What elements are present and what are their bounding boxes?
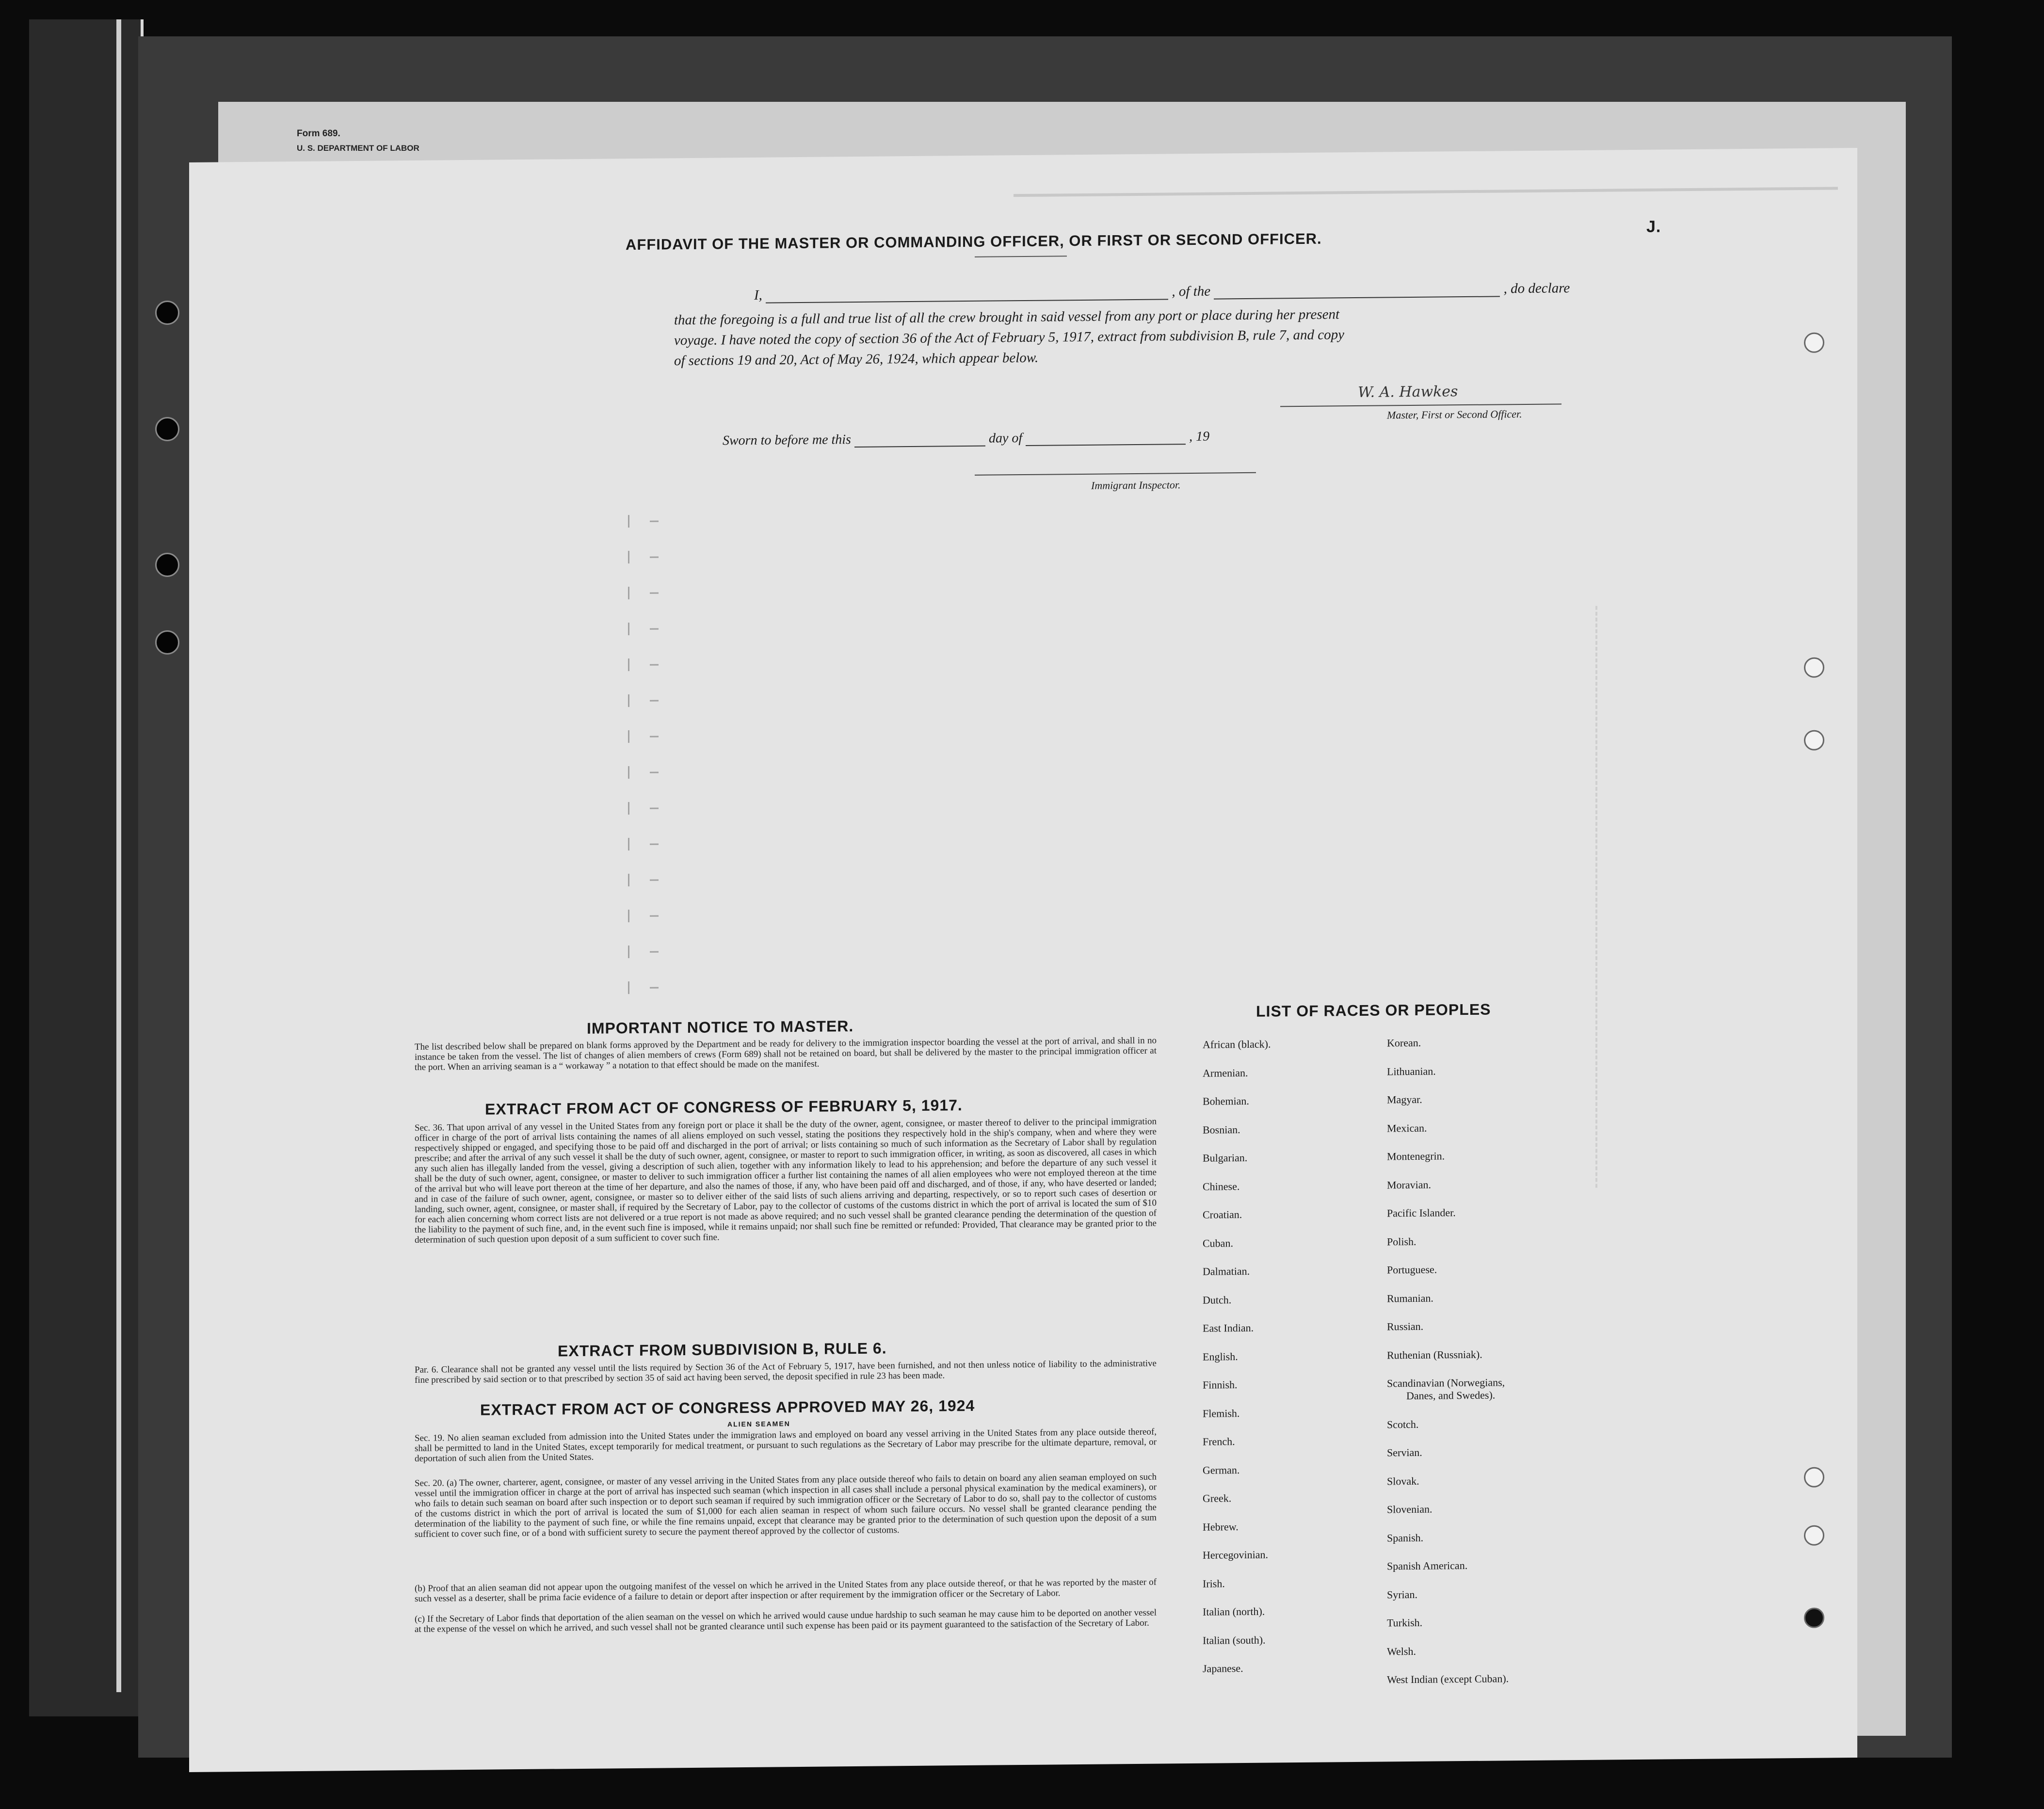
ring-hole-icon [1804,333,1824,353]
race-item: Finnish. [1203,1378,1238,1391]
bleed-dash [650,808,659,809]
race-item: Bosnian. [1203,1123,1240,1136]
notice-body: The list described below shall be prepared on blank forms approved by the Department and be ready for delivery to the immigration inspector boarding the vessel at the port of arrival, and shall in no instance be taken from the vessel. The list of changes of alien members of crews (Form 689) shall not be retained on board, but shall be delivered by the master to the principal immigration officer at the port. When an arriving seaman is a “ workaway ” a notation to that effect should be made on the manifest. [415,1035,1157,1073]
bleed-tick [628,658,629,671]
bleed-tick [628,981,629,994]
race-item: Syrian. [1387,1588,1417,1601]
bleed-through-band [1014,187,1838,226]
race-item: Lithuanian. [1387,1065,1436,1077]
bleed-tick [628,766,629,779]
binder-edge [29,19,144,1716]
race-item: French. [1203,1435,1235,1448]
affidavit-line-4: of sections 19 and 20, Act of May 26, 1924, which appear below. [674,350,1039,369]
bleed-dash [650,521,659,522]
race-item: Greek. [1203,1492,1232,1505]
binder-line [116,19,121,1692]
rule6-body: Par. 6. Clearance shall not be granted any vessel until the lists required by Section 36 of the Act of February 5, 1917, have been furnished, and not then unless notice of liability to the administrative fine prescribed by said section or to that prescribed by section 35 of said act having been served, the deposit specified in rule 23 has been made. [415,1358,1157,1385]
race-item: Rumanian. [1387,1292,1433,1304]
bleed-dash [650,664,659,666]
extract-1924-title: EXTRACT FROM ACT OF CONGRESS APPROVED MAY 26, 1924 [480,1396,975,1419]
bleed-tick [628,694,629,707]
bleed-dash [650,592,659,594]
affidavit-line-2: that the foregoing is a full and true list of all the crew brought in said vessel from any port or place during her present [674,306,1340,328]
bleed-tick [628,551,629,563]
race-item: Hebrew. [1203,1520,1239,1533]
race-item: Magyar. [1387,1093,1422,1106]
race-item: Italian (north). [1203,1605,1265,1618]
race-item: Montenegrin. [1387,1150,1445,1163]
race-item: Polish. [1387,1235,1416,1248]
race-item: Slovenian. [1387,1503,1432,1516]
race-item: Spanish. [1387,1531,1424,1544]
race-item: Flemish. [1203,1407,1240,1420]
department-label: U. S. DEPARTMENT OF LABOR [297,144,419,153]
inspector-line [975,472,1256,476]
race-item: West Indian (except Cuban). [1387,1672,1509,1686]
race-item: Bulgarian. [1203,1151,1248,1164]
extract-1924-subtitle: ALIEN SEAMEN [727,1420,790,1428]
race-item: Portuguese. [1387,1263,1437,1276]
bleed-tick [628,874,629,886]
bleed-dash [650,915,659,917]
bleed-dash [650,557,659,558]
race-item: Pacific Islander. [1387,1206,1456,1219]
race-item: Chinese. [1203,1180,1240,1193]
bleed-tick [628,515,629,528]
race-item: Moravian. [1387,1178,1432,1191]
punch-hole-icon [155,301,179,325]
race-item: African (black). [1203,1038,1271,1051]
ring-hole-icon [1804,1525,1824,1546]
ring-hole-icon [1804,1467,1824,1488]
race-item: Welsh. [1387,1645,1416,1657]
inspector-caption: Immigrant Inspector. [1091,479,1181,492]
sec20c-body: (c) If the Secretary of Labor finds that deportation of the alien seaman on the vessel on which he arrived would cause undue hardship to such seaman he may cause him to be deported on another vessel at the expense of the vessel on which he arrived, and such vessel shall not be granted clearance until such expense has been paid or its payment guaranteed to the satisfaction of the Secretary of Labor. [415,1607,1157,1634]
race-item: Armenian. [1203,1066,1248,1079]
ring-hole-icon [1804,730,1824,751]
bleed-dash [650,844,659,845]
race-item: Hercegovinian. [1203,1548,1268,1561]
declarant-prefix: I, [754,287,762,303]
day-of-label: day of [988,431,1023,446]
sec20b-body: (b) Proof that an alien seaman did not appear upon the outgoing manifest of the vessel on which he arrived in the United States from any place outside thereof, or that he was reported by the master of such vessel as a deserter, shall be prima facie evidence of a failure to detain or deport after inspection or after requirement by the immigration officer or the Secretary of Labor. [415,1577,1157,1604]
bleed-dash [650,987,659,989]
bleed-through-columns [1595,604,1801,1188]
bleed-tick [628,802,629,815]
race-item: Dalmatian. [1203,1265,1250,1278]
sworn-line [723,429,1209,449]
affidavit-line-3: voyage. I have noted the copy of section 36 of the Act of February 5, 1917, extract from subdivision B, rule 7, and copy [674,327,1345,349]
race-item: Japanese. [1203,1662,1243,1675]
race-item: Spanish American. [1387,1559,1468,1572]
bleed-tick [628,945,629,958]
race-item: Turkish. [1387,1616,1423,1629]
bleed-dash [650,951,659,953]
race-item: Russian. [1387,1320,1424,1333]
notice-title: IMPORTANT NOTICE TO MASTER. [587,1017,854,1037]
punch-hole-icon [155,417,179,441]
race-item: Italian (south). [1203,1633,1266,1647]
year-label: , 19 [1189,429,1210,445]
affidavit-line-1 [754,280,1570,304]
declarant-name-field[interactable] [766,298,1168,303]
sec19-body: Sec. 19. No alien seaman excluded from admission into the United States under the immigration laws and employed on board any vessel arriving in the United States from any place outside thereof, shall be permitted to land in the United States, except temporarily for medical treatment, or pursuant to such regulations as the Secretary of Labor may prescribe for the ultimate departure, removal, or deportation of such alien from the United States. [415,1426,1157,1464]
rule6-title: EXTRACT FROM SUBDIVISION B, RULE 6. [558,1339,887,1360]
sworn-month-field[interactable] [1026,443,1186,446]
race-item: Slovak. [1387,1474,1419,1487]
master-signature: W. A. Hawkes [1358,383,1458,401]
corner-mark: J. [1646,217,1661,236]
race-item: Bohemian. [1203,1094,1249,1107]
race-item: Croatian. [1203,1208,1242,1221]
race-item: English. [1203,1350,1238,1363]
sworn-day-field[interactable] [854,445,985,448]
signature-caption: Master, First or Second Officer. [1387,408,1522,421]
races-title: LIST OF RACES OR PEOPLES [1256,1000,1491,1020]
vessel-name-field[interactable] [1214,295,1500,299]
of-the-label: , of the [1172,283,1211,300]
race-item: Cuban. [1203,1236,1233,1249]
bleed-tick [628,910,629,922]
bleed-dash [650,880,659,881]
race-item: German. [1203,1463,1240,1476]
race-item: Ruthenian (Russniak). [1387,1348,1482,1361]
race-item: Scotch. [1387,1418,1419,1430]
do-declare-label: , do declare [1503,280,1570,297]
bleed-dash [650,736,659,737]
race-item: Irish. [1203,1577,1225,1590]
bleed-tick [628,838,629,850]
bleed-tick [628,730,629,743]
form-number: Form 689. [297,128,340,139]
race-item: Danes, and Swedes). [1406,1389,1496,1402]
bleed-dash [650,772,659,773]
punch-hole-icon [155,553,179,577]
punch-hole-icon [155,630,179,655]
bleed-tick [628,623,629,635]
affidavit-title: AFFIDAVIT OF THE MASTER OR COMMANDING OFFICER, OR FIRST OR SECOND OFFICER. [626,230,1322,254]
bleed-dash [650,700,659,702]
title-rule [975,256,1067,257]
race-item: East Indian. [1203,1321,1254,1334]
ring-hole-icon [1804,1608,1824,1628]
bleed-tick [628,587,629,599]
race-item: Scandinavian (Norwegians, [1387,1376,1505,1390]
affidavit-sheet [189,148,1857,1772]
sec20a-body: Sec. 20. (a) The owner, charterer, agent, consignee, or master of any vessel arriving in the United States from any place outside thereof who fails to detain on board any alien seaman employed on such vessel until the immigration officer in charge at the port of arrival has inspected such seaman (which inspection in all cases shall include a personal physical examination by the medical examiners), or who fails to detain such seaman on board after such inspection or to deport such seaman if required by such immigration officer or the Secretary of Labor to do so, shall pay to the collector of customs of the customs district in which the port of arrival is located the sum of $1,000 for each alien seaman in respect of whom such failure occurs. No vessel shall be granted clearance pending the determination of the liability to the payment of such fine, or while the fine remains unpaid, except that clearance may be granted prior to the determination of such question upon the deposit of a sum sufficient to cover such fine, or of a bond with sufficient surety to secure the payment thereof approved by the collector of customs. [415,1472,1157,1539]
race-item: Mexican. [1387,1121,1427,1134]
race-item: Dutch. [1203,1293,1232,1306]
race-item: Korean. [1387,1036,1421,1049]
extract-1917-body: Sec. 36. That upon arrival of any vessel in the United States from any foreign port or place it shall be the duty of the owner, agent, consignee, or master thereof to deliver to the principal immigration officer in charge of the port of arrival lists containing the names of all aliens employed on such vessel, stating the positions they respectively hold in the ship's company, when and where they were respectively shipped or engaged, and specifying those to be paid off and discharged in the port of arrival; or lists containing so much of such information as the Secretary of Labor shall by regulation prescribe; and after the arrival of any such vessel it shall be the duty of such owner, agent, consignee, or master to report to such immigration officer, in writing, as soon as discovered, all cases in which any such alien has illegally landed from the vessel, giving a description of such alien, together with any information likely to lead to his apprehension; and before the departure of any such vessel it shall be the duty of such owner, agent, consignee, or master to deliver to such immigration officer a further list containing the names of all alien employees who were not employed thereon at the time of the arrival but who will leave port thereon at the time of her departure, and also the names of those, if any, who have been paid off and discharged, and of those, if any, who have deserted or landed; and in case of the failure of such owner, agent, consignee, or master so to deliver either of the said lists of such aliens arriving and departing, respectively, or so to report such cases of desertion or landing, such owner, agent, consignee, or master shall, if required by the Secretary of Labor, pay to the collector of customs of the customs district in which the port of arrival is located the sum of $10 for each alien concerning whom correct lists are not delivered or a true report is not made as above required; and no such vessel shall be granted clearance pending the determination of the question of the liability to the payment of such fine, and, in the event such fine is imposed, while it remains unpaid; nor shall such fine be remitted or refunded: Provided, That clearance may be granted prior to the determination of such question upon deposit of a sum sufficient to cover such fine. [415,1116,1157,1245]
ring-hole-icon [1804,657,1824,678]
sworn-label: Sworn to before me this [723,432,851,448]
race-item: Servian. [1387,1446,1422,1459]
signature-line [1280,403,1561,407]
bleed-dash [650,628,659,630]
extract-1917-title: EXTRACT FROM ACT OF CONGRESS OF FEBRUARY 5, 1917. [485,1096,963,1118]
